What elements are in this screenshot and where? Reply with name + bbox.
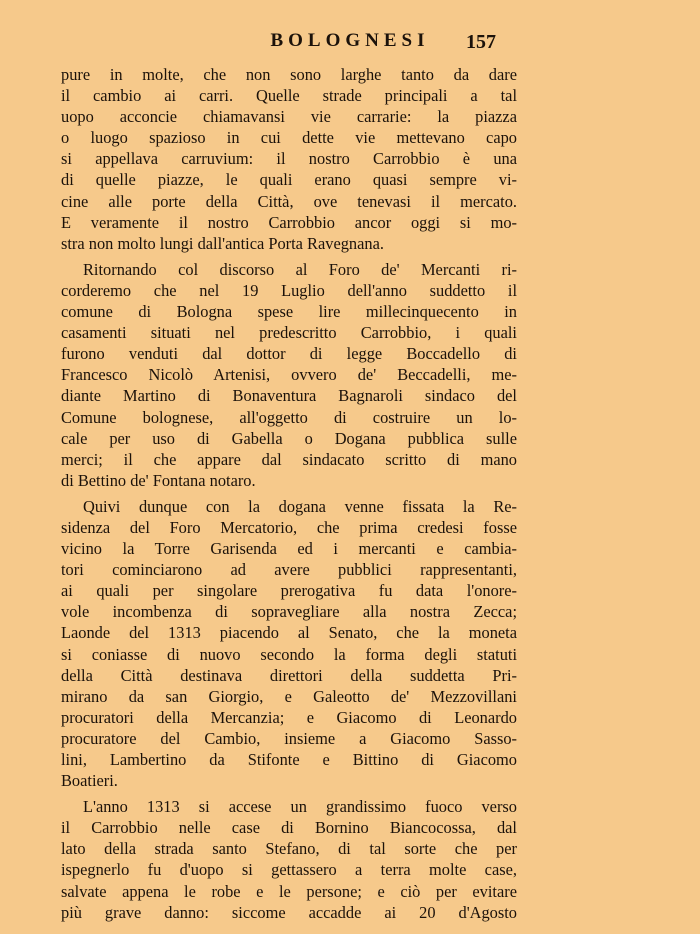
text-line: salvate appena le robe e le persone; e ciò per evitare	[61, 881, 517, 901]
text-line: mirano da san Giorgio, e Galeotto de' Mezzovillani	[61, 686, 517, 706]
text-line: stra non molto lungi dall'antica Porta Ravegnana.	[61, 233, 384, 253]
text-line: merci; il che appare dal sindacato scritto di mano	[61, 449, 517, 469]
text-line: di quelle piazze, le quali erano quasi sempre vi-	[61, 170, 517, 190]
body-text	[61, 64, 517, 923]
text-line: di Bettino de' Fontana notaro.	[61, 470, 256, 490]
text-line: E veramente il nostro Carrobbio ancor oggi si mo-	[61, 212, 517, 232]
text-line: Laonde del 1313 piacendo al Senato, che la moneta	[61, 623, 517, 643]
text-line: procuratore del Cambio, insieme a Giacomo Sasso-	[61, 728, 517, 748]
text-line: uopo acconcie chiamavansi vie carrarie: la piazza	[61, 107, 517, 127]
text-line: Ritornando col discorso al Foro de' Mercanti ri-	[83, 259, 517, 279]
text-line: vicino la Torre Garisenda ed i mercanti e cambia-	[61, 539, 517, 559]
text-line: sidenza del Foro Mercatorio, che prima credesi fosse	[61, 517, 517, 537]
text-line: si appellava carruvium: il nostro Carrobbio è una	[61, 149, 517, 169]
text-line: tori cominciarono ad avere pubblici rappresentanti,	[61, 560, 517, 580]
text-line: pure in molte, che non sono larghe tanto da dare	[61, 65, 517, 84]
text-line: Comune bolognese, all'oggetto di costruire un lo-	[61, 407, 517, 427]
text-line: cine alle porte della Città, ove tenevasi il mercato.	[61, 191, 517, 211]
text-line: della Città destinava direttori della suddetta Pri-	[61, 665, 517, 685]
text-line: diante Martino di Bonaventura Bagnaroli sindaco del	[61, 386, 517, 406]
text-line: o luogo spazioso in cui dette vie mettevano capo	[61, 128, 517, 148]
text-line: ai quali per singolare prerogativa fu data l'onore-	[61, 581, 517, 601]
page-number: 157	[466, 31, 496, 53]
text-line: Francesco Nicolò Artenisi, ovvero de' Beccadelli, me-	[61, 365, 517, 385]
text-line: Quivi dunque con la dogana venne fissata la Re-	[83, 496, 517, 516]
text-line: più grave danno: siccome accadde ai 20 d'Agosto	[61, 902, 517, 922]
text-line: corderemo che nel 19 Luglio dell'anno suddetto il	[61, 280, 517, 300]
text-line: furono venduti dal dottor di legge Boccadello di	[61, 344, 517, 364]
text-line: lato della strada santo Stefano, di tal sorte che per	[61, 839, 517, 859]
text-line: il cambio ai carri. Quelle strade principali a tal	[61, 86, 517, 106]
text-line: procuratori della Mercanzia; e Giacomo di Leonardo	[61, 707, 517, 727]
text-line: L'anno 1313 si accese un grandissimo fuoco verso	[83, 797, 517, 817]
text-line: casamenti situati nel predescritto Carrobbio, i quali	[61, 323, 517, 343]
text-line: cale per uso di Gabella o Dogana pubblica sulle	[61, 428, 517, 448]
text-line: vole incombenza di sopravegliare alla nostra Zecca;	[61, 602, 517, 622]
text-line: il Carrobbio nelle case di Bornino Biancocossa, dal	[61, 818, 517, 838]
running-title: BOLOGNESI	[270, 30, 430, 51]
text-line: lini, Lambertino da Stifonte e Bittino di Giacomo	[61, 750, 517, 769]
text-line: comune di Bologna spese lire millecinquecento in	[61, 302, 517, 322]
text-line: Boatieri.	[61, 771, 118, 791]
text-line: ispegnerlo fu d'uopo si gettassero a terra molte case,	[61, 860, 517, 880]
text-line: si coniasse di nuovo secondo la forma degli statuti	[61, 644, 517, 664]
